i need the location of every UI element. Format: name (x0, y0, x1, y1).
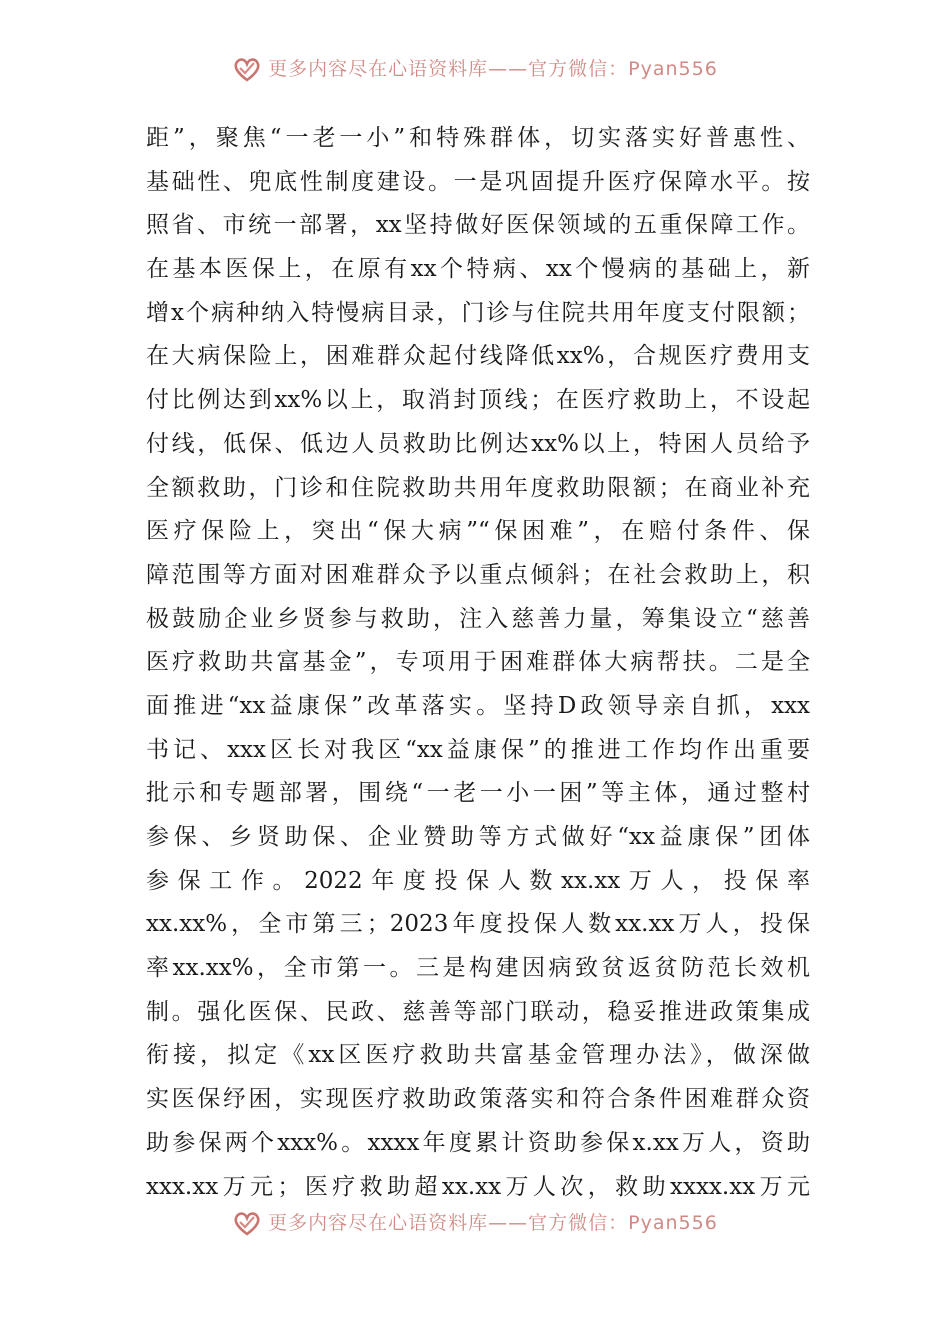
header-watermark (0, 52, 950, 86)
document-body (146, 117, 810, 1209)
text-line: 参保、乡贤助保、企业赞助等方式做好“xx益康保”团体 (146, 824, 810, 850)
text-line: 全额救助，门诊和住院救助共用年度救助限额；在商业补充 (146, 474, 810, 501)
text-line: 极鼓励企业乡贤参与救助，注入慈善力量，筹集设立“慈善 (146, 605, 810, 632)
text-line: 面推进“xx益康保”改革落实。坚持D政领导亲自抓，xxx (146, 692, 810, 719)
text-line: 率xx.xx%，全市第一。三是构建因病致贫返贫防范长效机 (146, 955, 810, 982)
text-line: 障范围等方面对困难群众予以重点倾斜；在社会救助上，积 (146, 561, 810, 588)
text-line: 基础性、兜底性制度建设。一是巩固提升医疗保障水平。按 (146, 168, 810, 195)
text-line: 距”，聚焦“一老一小”和特殊群体，切实落实好普惠性、 (146, 125, 810, 151)
text-line: 医疗救助共富基金”，专项用于困难群体大病帮扶。二是全 (146, 649, 810, 676)
text-line: 付比例达到xx%以上，取消封顶线；在医疗救助上，不设起 (146, 387, 810, 414)
heart-logo-icon (232, 56, 262, 82)
text-line: 批示和专题部署，围绕“一老一小一困”等主体，通过整村 (146, 780, 810, 807)
text-line: 照省、市统一部署，xx坚持做好医保领域的五重保障工作。 (146, 212, 810, 239)
text-line: 医疗保险上，突出“保大病”“保困难”，在赔付条件、保 (146, 518, 810, 545)
text-line: 制。强化医保、民政、慈善等部门联动，稳妥推进政策集成 (146, 998, 810, 1025)
text-line: 付线，低保、低边人员救助比例达xx%以上，特困人员给予 (146, 430, 810, 457)
text-line: 增x个病种纳入特慢病目录，门诊与住院共用年度支付限额； (146, 299, 810, 326)
heart-logo-icon (232, 1210, 262, 1236)
watermark-text: 更多内容尽在心语资料库——官方微信：Pyan556 (268, 1211, 718, 1234)
text-line: 在大病保险上，困难群众起付线降低xx%，合规医疗费用支 (146, 343, 810, 370)
text-line: 助参保两个xxx%。xxxx年度累计资助参保x.xx万人，资助 (146, 1129, 810, 1156)
text-line: 书记、xxx区长对我区“xx益康保”的推进工作均作出重要 (146, 736, 810, 763)
text-line: 在基本医保上，在原有xx个特病、xx个慢病的基础上，新 (146, 256, 810, 283)
text-line: 衔接，拟定《xx区医疗救助共富基金管理办法》，做深做 (146, 1042, 810, 1069)
text-line: xx.xx%，全市第三；2023年度投保人数xx.xx万人，投保 (146, 911, 810, 938)
text-line: 实医保纾困，实现医疗救助政策落实和符合条件困难群众资 (146, 1086, 810, 1113)
text-line: xxx.xx万元；医疗救助超xx.xx万人次，救助xxxx.xx万元 (146, 1173, 810, 1200)
footer-watermark (0, 1206, 950, 1240)
text-line: 参保工作。2022年度投保人数xx.xx万人，投保率 (146, 867, 810, 894)
watermark-text: 更多内容尽在心语资料库——官方微信：Pyan556 (268, 57, 718, 80)
